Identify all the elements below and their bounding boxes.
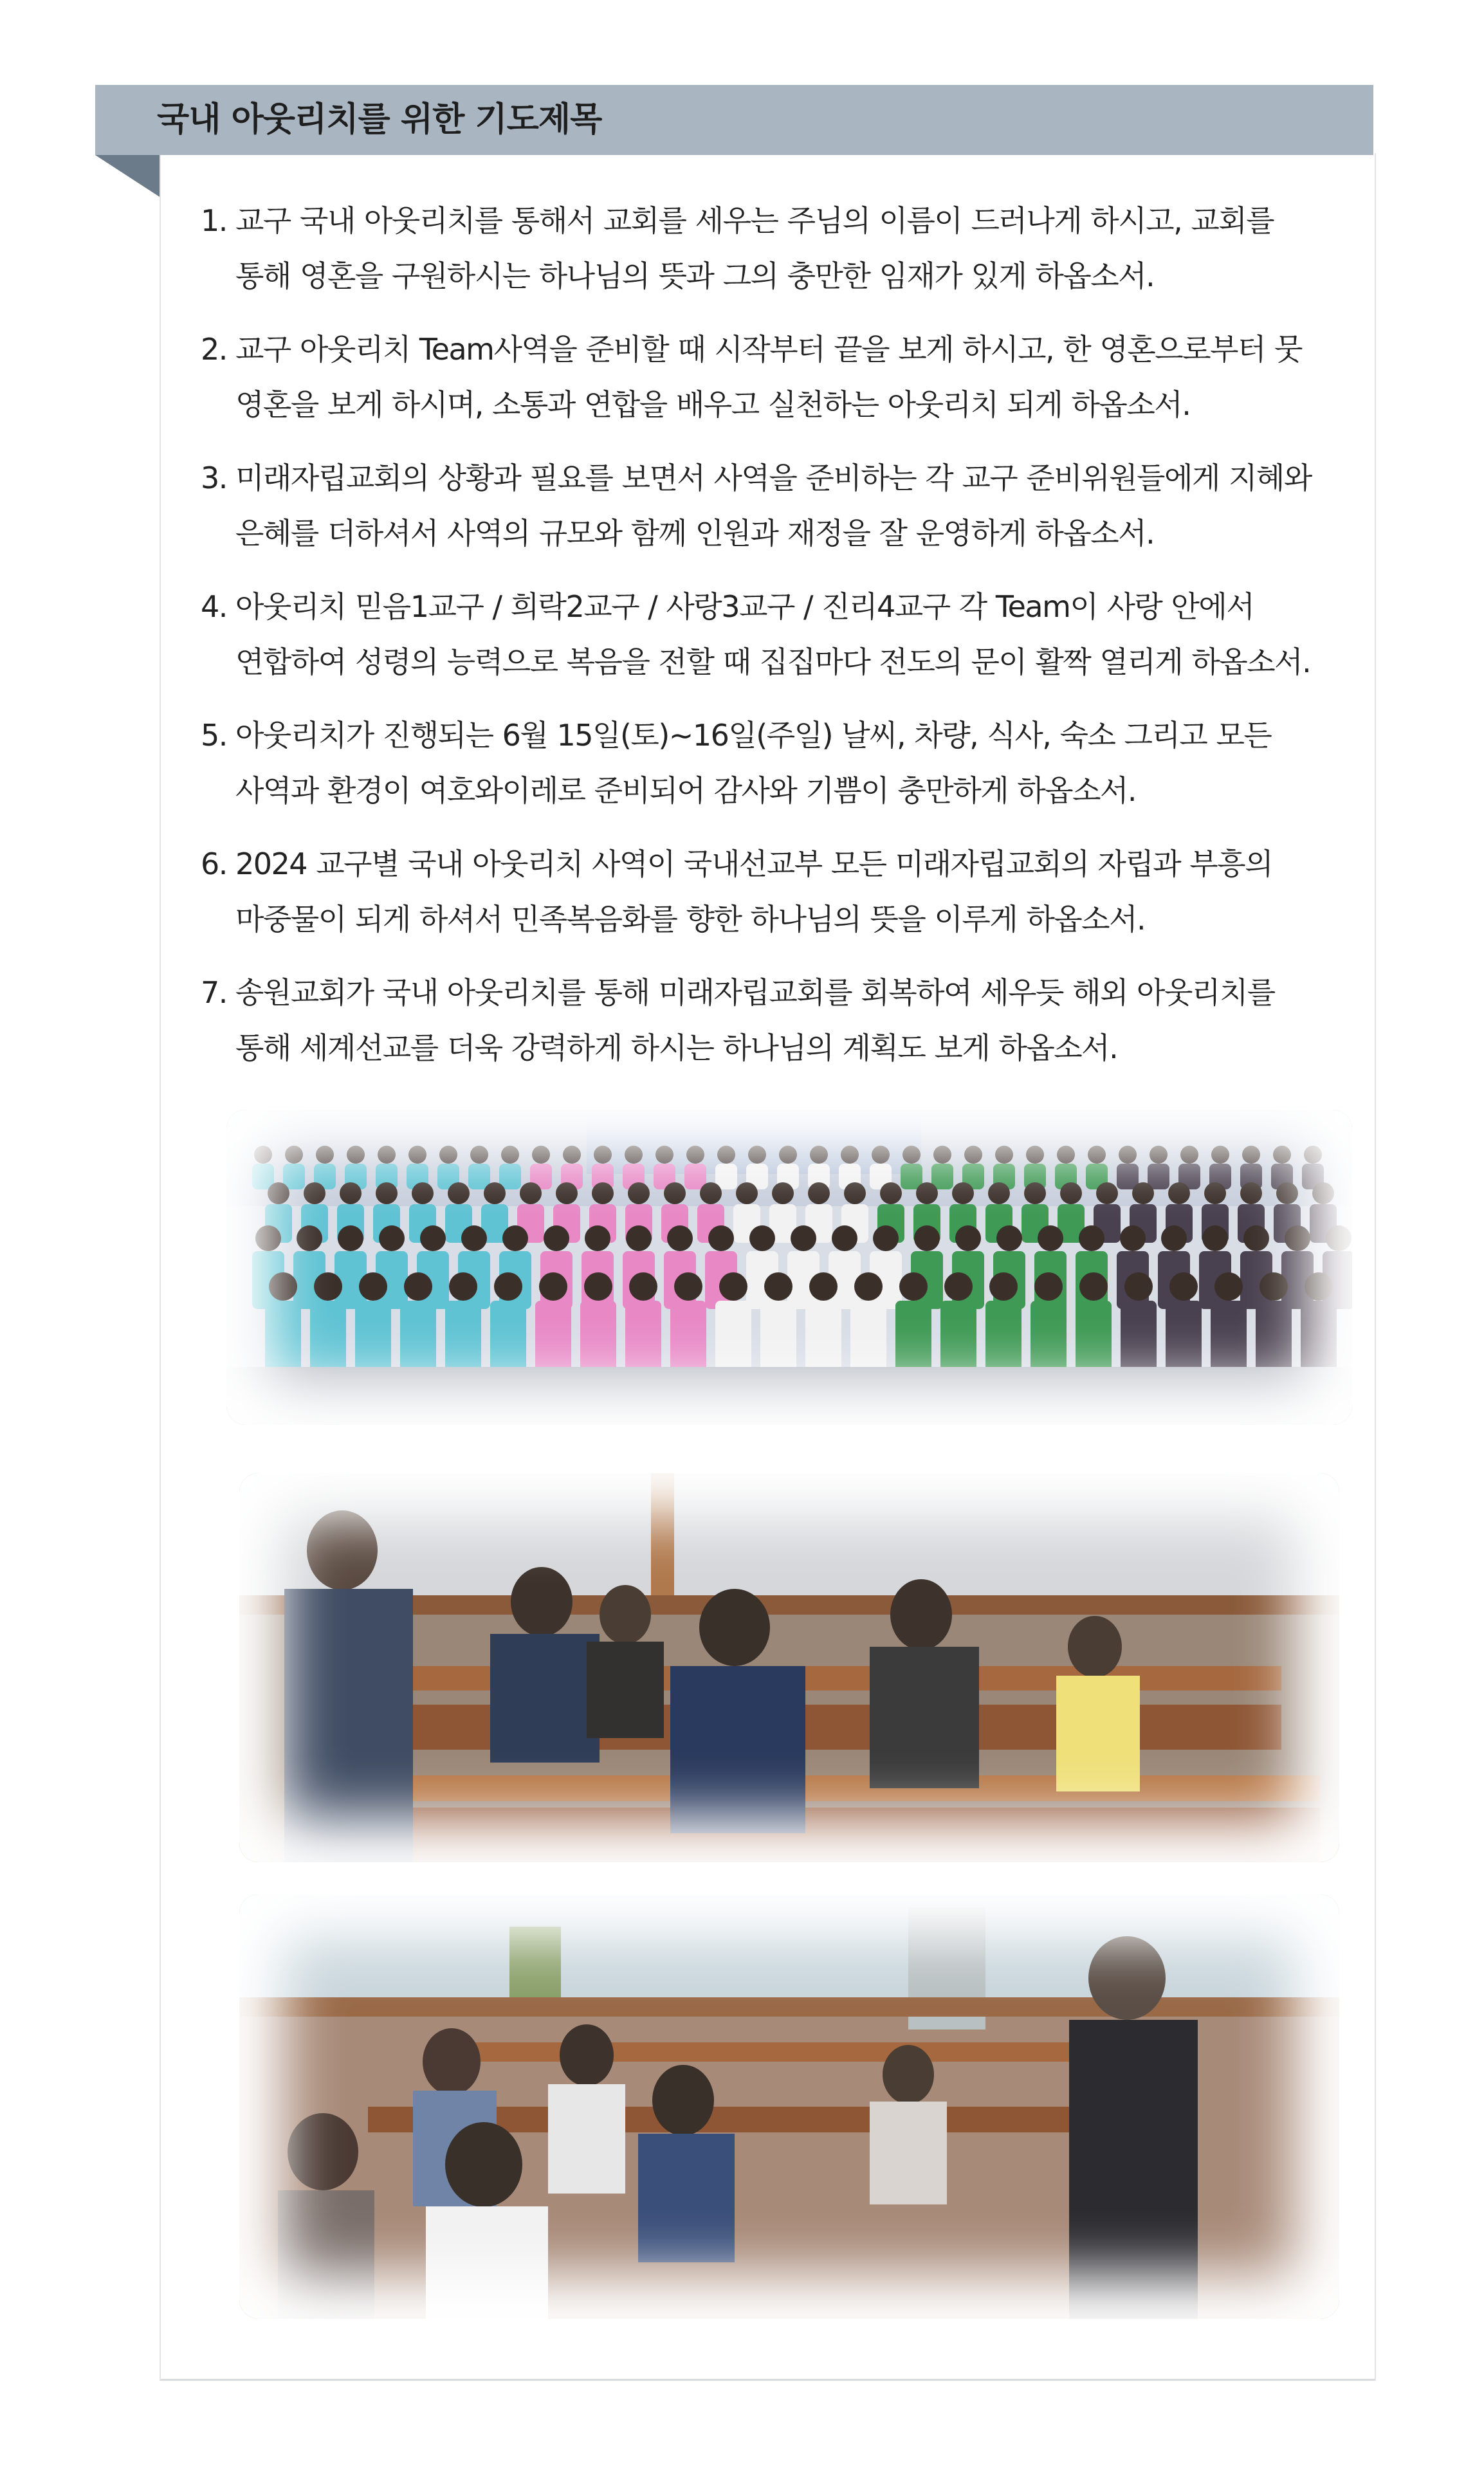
prayer-text-line2: 통해 영혼을 구원하시는 하나님의 뜻과 그의 충만한 임재가 있게 하옵소서. bbox=[235, 259, 1155, 293]
prayer-text-line1: 2024 교구별 국내 아웃리치 사역이 국내선교부 모든 미래자립교회의 자립과 부흥의 bbox=[235, 847, 1273, 881]
singer-head bbox=[655, 1146, 673, 1164]
singer-head bbox=[748, 1146, 766, 1164]
singer-head bbox=[461, 1225, 487, 1251]
singer-head bbox=[1026, 1146, 1044, 1164]
singer-head bbox=[255, 1225, 281, 1251]
singer-head bbox=[791, 1225, 816, 1251]
prayer-text-line1: 교구 아웃리치 Team사역을 준비할 때 시작부터 끝을 보게 하시고, 한 영혼으로부터 뭇 bbox=[235, 332, 1302, 367]
prayer-item-3 bbox=[201, 450, 1359, 561]
singer-head bbox=[1242, 1146, 1260, 1164]
singer-head bbox=[1119, 1146, 1137, 1164]
singer-head bbox=[996, 1225, 1022, 1251]
singer-head bbox=[1240, 1182, 1262, 1204]
singer-head bbox=[625, 1146, 643, 1164]
singer-head bbox=[686, 1146, 704, 1164]
singer-head bbox=[316, 1146, 334, 1164]
singer-head bbox=[314, 1272, 342, 1301]
singer-body bbox=[1117, 1164, 1139, 1189]
singer-head bbox=[944, 1272, 973, 1301]
singer-head bbox=[269, 1272, 297, 1301]
singer-head bbox=[1273, 1146, 1291, 1164]
prayer-number: 5. bbox=[201, 718, 227, 753]
singer-head bbox=[629, 1272, 657, 1301]
singer-body bbox=[931, 1164, 953, 1189]
prayer-text-line2: 마중물이 되게 하셔서 민족복음화를 향한 하나님의 뜻을 이루게 하옵소서. bbox=[235, 902, 1146, 937]
singer-head bbox=[933, 1146, 951, 1164]
singer-head bbox=[989, 1272, 1018, 1301]
singer-head bbox=[809, 1272, 838, 1301]
singer-head bbox=[1150, 1146, 1168, 1164]
singer-head bbox=[988, 1182, 1010, 1204]
singer-head bbox=[585, 1225, 610, 1251]
prayer-text-line1: 교구 국내 아웃리치를 통해서 교회를 세우는 주님의 이름이 드러나게 하시고, 교회를 bbox=[235, 203, 1274, 238]
singer-head bbox=[854, 1272, 883, 1301]
singer-head bbox=[916, 1182, 938, 1204]
singer-body bbox=[1148, 1164, 1169, 1189]
singer-head bbox=[1024, 1182, 1046, 1204]
singer-head bbox=[664, 1182, 686, 1204]
singer-head bbox=[404, 1272, 432, 1301]
page-title: 국내 아웃리치를 위한 기도제목 bbox=[157, 100, 602, 139]
singer-body bbox=[580, 1301, 616, 1378]
singer-head bbox=[539, 1272, 567, 1301]
singer-body bbox=[355, 1301, 391, 1378]
singer-body bbox=[760, 1301, 796, 1378]
singer-head bbox=[378, 1146, 396, 1164]
congregation-photo-1-art bbox=[239, 1473, 1339, 1862]
singer-body bbox=[535, 1301, 571, 1378]
singer-head bbox=[1326, 1225, 1351, 1251]
singer-head bbox=[297, 1225, 322, 1251]
singer-head bbox=[880, 1182, 902, 1204]
prayer-list bbox=[201, 193, 1359, 1094]
prayer-item-5 bbox=[201, 708, 1359, 818]
prayer-text-line1: 아웃리치 믿음1교구 / 희락2교구 / 사랑3교구 / 진리4교구 각 Team이 사랑 안에서 bbox=[235, 589, 1254, 624]
singer-body bbox=[1121, 1301, 1157, 1378]
prayer-number: 3. bbox=[201, 461, 227, 495]
singer-head bbox=[584, 1272, 612, 1301]
singer-head bbox=[376, 1182, 398, 1204]
prayer-number: 1. bbox=[201, 203, 227, 238]
singer-head bbox=[1057, 1146, 1075, 1164]
singer-head bbox=[408, 1146, 426, 1164]
singer-body bbox=[1076, 1301, 1112, 1378]
prayer-item-2 bbox=[201, 322, 1359, 432]
singer-head bbox=[952, 1182, 974, 1204]
singer-head bbox=[340, 1182, 362, 1204]
singer-head bbox=[1038, 1225, 1063, 1251]
singer-head bbox=[439, 1146, 457, 1164]
singer-body bbox=[850, 1301, 886, 1378]
singer-head bbox=[1204, 1182, 1226, 1204]
prayer-text-line1: 미래자립교회의 상황과 필요를 보면서 사역을 준비하는 각 교구 준비위원들에게 지혜와 bbox=[235, 461, 1312, 495]
singer-head bbox=[995, 1146, 1013, 1164]
singer-head bbox=[285, 1146, 303, 1164]
singer-body bbox=[940, 1301, 976, 1378]
singer-body bbox=[499, 1164, 521, 1189]
prayer-text-line1: 송원교회가 국내 아웃리치를 통해 미래자립교회를 회복하여 세우듯 해외 아웃리치를 bbox=[235, 975, 1275, 1010]
singer-head bbox=[470, 1146, 488, 1164]
singer-head bbox=[268, 1182, 289, 1204]
singer-body bbox=[252, 1164, 274, 1189]
singer-head bbox=[873, 1225, 899, 1251]
prayer-text-line2: 통해 세계선교를 더욱 강력하게 하시는 하나님의 계획도 보게 하옵소서. bbox=[235, 1031, 1118, 1065]
singer-head bbox=[779, 1146, 797, 1164]
singer-body bbox=[283, 1164, 305, 1189]
singer-body bbox=[670, 1301, 706, 1378]
singer-head bbox=[1305, 1272, 1333, 1301]
singer-head bbox=[626, 1225, 652, 1251]
singer-head bbox=[749, 1225, 775, 1251]
singer-head bbox=[902, 1146, 921, 1164]
singer-head bbox=[304, 1182, 325, 1204]
singer-head bbox=[1034, 1272, 1063, 1301]
singer-head bbox=[1088, 1146, 1106, 1164]
singer-body bbox=[805, 1301, 841, 1378]
singer-head bbox=[772, 1182, 794, 1204]
congregation-photo-2 bbox=[239, 1894, 1339, 2319]
singer-body bbox=[895, 1301, 931, 1378]
singer-head bbox=[667, 1225, 693, 1251]
singer-head bbox=[764, 1272, 792, 1301]
singer-head bbox=[501, 1146, 519, 1164]
singer-body bbox=[400, 1301, 436, 1378]
singer-head bbox=[914, 1225, 940, 1251]
singer-head bbox=[1243, 1225, 1269, 1251]
singer-head bbox=[872, 1146, 890, 1164]
singer-head bbox=[1168, 1182, 1190, 1204]
singer-head bbox=[964, 1146, 982, 1164]
singer-head bbox=[899, 1272, 928, 1301]
singer-body bbox=[310, 1301, 346, 1378]
singer-head bbox=[347, 1146, 365, 1164]
singer-body bbox=[468, 1164, 490, 1189]
singer-head bbox=[1304, 1146, 1322, 1164]
congregation-photo-1 bbox=[239, 1473, 1339, 1862]
singer-head bbox=[832, 1225, 857, 1251]
singer-head bbox=[700, 1182, 722, 1204]
prayer-number: 7. bbox=[201, 975, 227, 1010]
prayer-number: 6. bbox=[201, 847, 227, 881]
singer-body bbox=[1166, 1301, 1202, 1378]
singer-body bbox=[1256, 1301, 1292, 1378]
singer-body bbox=[1211, 1301, 1247, 1378]
singer-head bbox=[520, 1182, 542, 1204]
singer-head bbox=[544, 1225, 569, 1251]
singer-head bbox=[420, 1225, 446, 1251]
singer-head bbox=[412, 1182, 434, 1204]
prayer-item-1 bbox=[201, 193, 1359, 304]
singer-head bbox=[1211, 1146, 1229, 1164]
singer-head bbox=[844, 1182, 866, 1204]
singer-head bbox=[1060, 1182, 1082, 1204]
prayer-text-line1: 아웃리치가 진행되는 6월 15일(토)~16일(주일) 날씨, 차량, 식사, 숙소 그리고 모든 bbox=[235, 718, 1272, 753]
singer-head bbox=[359, 1272, 387, 1301]
singer-body bbox=[490, 1301, 526, 1378]
singer-head bbox=[1260, 1272, 1288, 1301]
singer-head bbox=[1202, 1225, 1228, 1251]
prayer-item-6 bbox=[201, 836, 1359, 947]
prayer-number: 2. bbox=[201, 332, 227, 367]
singer-head bbox=[955, 1225, 981, 1251]
singer-head bbox=[1096, 1182, 1118, 1204]
singer-head bbox=[556, 1182, 578, 1204]
singer-head bbox=[502, 1225, 528, 1251]
prayer-number: 4. bbox=[201, 589, 227, 624]
congregation-photo-2-art bbox=[239, 1894, 1339, 2319]
singer-head bbox=[1124, 1272, 1153, 1301]
prayer-item-4 bbox=[201, 579, 1359, 690]
header-fold-corner bbox=[95, 155, 160, 197]
singer-head bbox=[594, 1146, 612, 1164]
singer-head bbox=[338, 1225, 363, 1251]
singer-head bbox=[1169, 1272, 1198, 1301]
singer-body bbox=[715, 1164, 737, 1189]
singer-body bbox=[901, 1164, 922, 1189]
prayer-text-line2: 연합하여 성령의 능력으로 복음을 전할 때 집집마다 전도의 문이 활짝 열리게 하옵소서. bbox=[235, 645, 1311, 679]
singer-head bbox=[808, 1182, 830, 1204]
singer-head bbox=[1285, 1225, 1310, 1251]
singer-head bbox=[563, 1146, 581, 1164]
singer-head bbox=[674, 1272, 702, 1301]
singer-head bbox=[1079, 1272, 1108, 1301]
singer-body bbox=[445, 1301, 481, 1378]
singer-head bbox=[1276, 1182, 1298, 1204]
prayer-text-line2: 사역과 환경이 여호와이레로 준비되어 감사와 기쁨이 충만하게 하옵소서. bbox=[235, 773, 1137, 808]
singer-head bbox=[592, 1182, 614, 1204]
singer-body bbox=[985, 1301, 1021, 1378]
singer-body bbox=[1031, 1301, 1067, 1378]
singer-head bbox=[494, 1272, 522, 1301]
singer-head bbox=[736, 1182, 758, 1204]
singer-head bbox=[1120, 1225, 1146, 1251]
singer-head bbox=[449, 1272, 477, 1301]
singer-head bbox=[1079, 1225, 1104, 1251]
singer-body bbox=[684, 1164, 706, 1189]
prayer-item-7 bbox=[201, 965, 1359, 1076]
prayer-text-line2: 영혼을 보게 하시며, 소통과 연합을 배우고 실천하는 아웃리치 되게 하옵소서. bbox=[235, 387, 1191, 422]
singer-head bbox=[708, 1225, 734, 1251]
choir-photo-art bbox=[226, 1110, 1352, 1425]
singer-body bbox=[1301, 1301, 1337, 1378]
singer-head bbox=[719, 1272, 747, 1301]
choir-photo bbox=[226, 1110, 1352, 1425]
singer-head bbox=[484, 1182, 506, 1204]
singer-head bbox=[379, 1225, 405, 1251]
singer-head bbox=[532, 1146, 550, 1164]
singer-body bbox=[715, 1301, 751, 1378]
singer-body bbox=[625, 1301, 661, 1378]
singer-head bbox=[1312, 1182, 1334, 1204]
singer-head bbox=[1214, 1272, 1243, 1301]
prayer-text-line2: 은혜를 더하셔서 사역의 규모와 함께 인원과 재정을 잘 운영하게 하옵소서. bbox=[235, 516, 1155, 551]
singer-head bbox=[254, 1146, 272, 1164]
singer-head bbox=[717, 1146, 735, 1164]
singer-head bbox=[1132, 1182, 1154, 1204]
singer-head bbox=[810, 1146, 828, 1164]
singer-head bbox=[841, 1146, 859, 1164]
singer-head bbox=[628, 1182, 650, 1204]
singer-head bbox=[1161, 1225, 1187, 1251]
singer-body bbox=[265, 1301, 301, 1378]
singer-head bbox=[1180, 1146, 1198, 1164]
singer-head bbox=[448, 1182, 470, 1204]
